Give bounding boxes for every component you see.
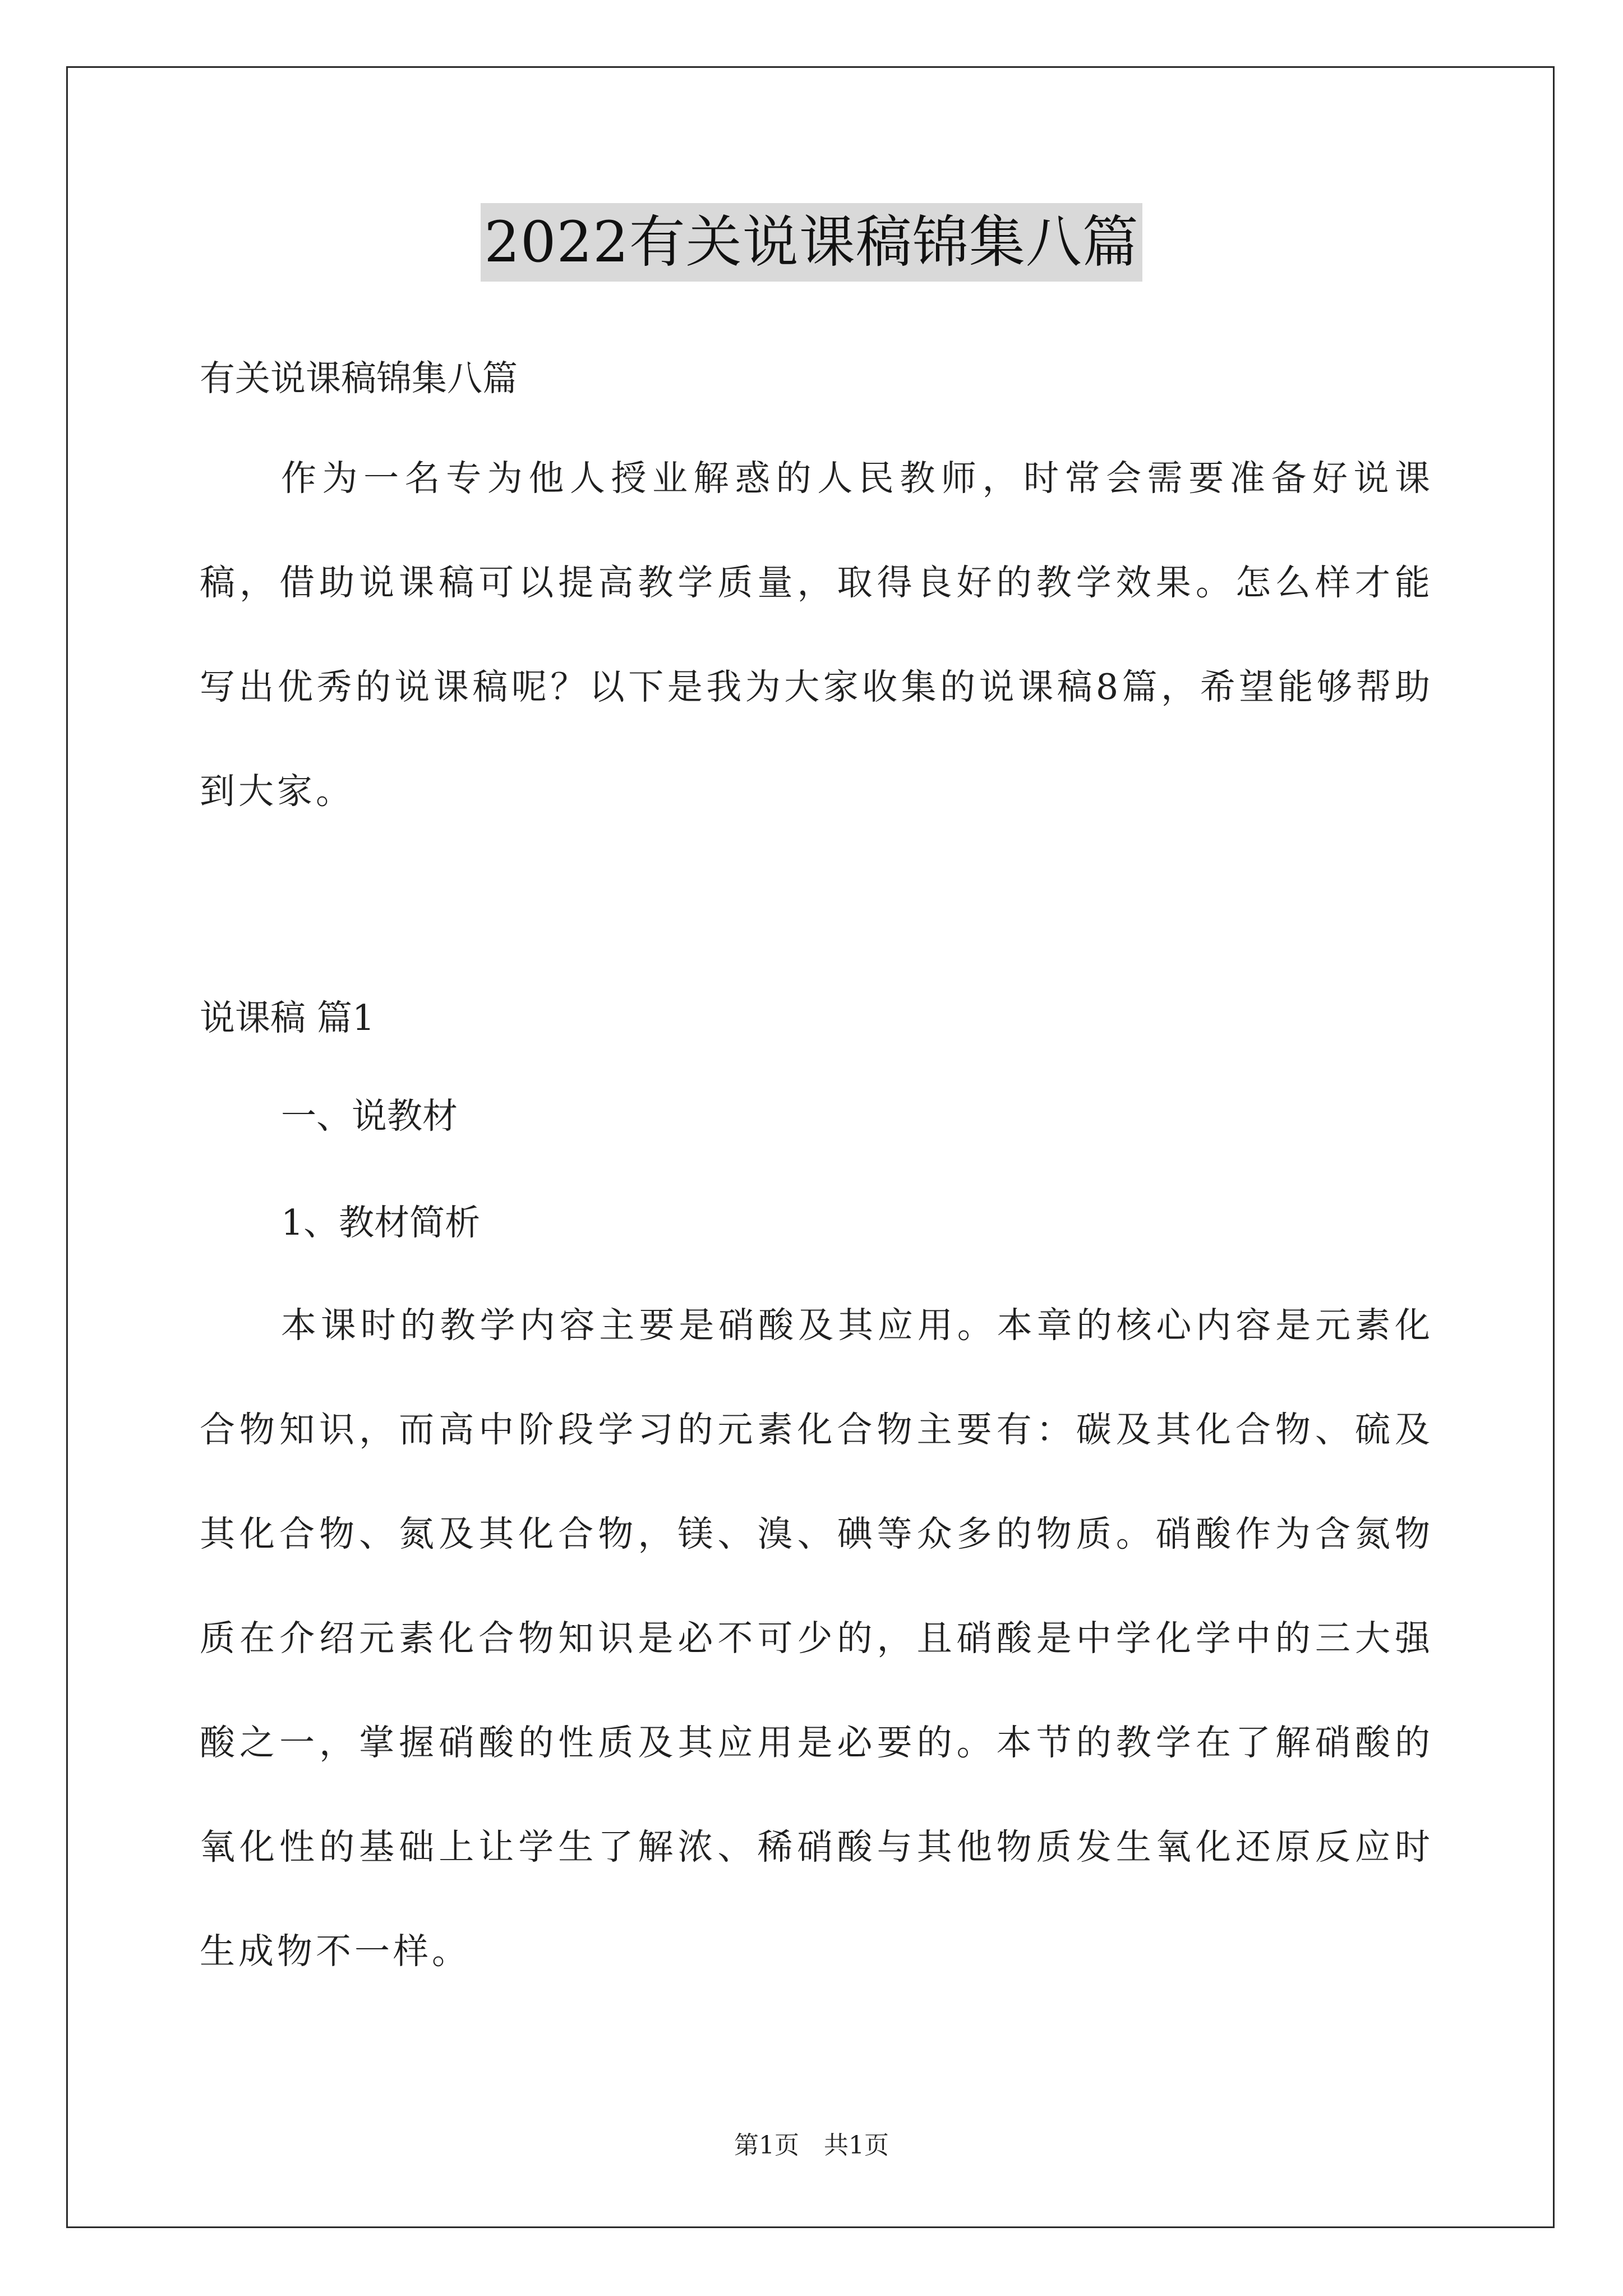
page-footer: 第1页 共1页 — [734, 2131, 889, 2160]
document-title: 2022有关说课稿锦集八篇 — [481, 203, 1142, 282]
intro-paragraph: 作为一名专为他人授业解惑的人民教师，时常会需要准备好说课稿，借助说课稿可以提高教学质量，取得良好的教学效果。怎么样才能写出优秀的说课稿呢？以下是我为大家收集的说课稿8篇，希望能够帮助到大家。 — [200, 458, 1433, 812]
part-heading: 一、说教材 — [281, 1096, 458, 1137]
document-subtitle: 有关说课稿锦集八篇 — [200, 358, 518, 399]
section-heading: 说课稿 篇1 — [200, 997, 375, 1038]
title-container — [0, 203, 1623, 282]
sub-heading: 1、教材简析 — [281, 1202, 481, 1243]
body-paragraph: 本课时的教学内容主要是硝酸及其应用。本章的核心内容是元素化合物知识，而高中阶段学习的元素化合物主要有：碳及其化合物、硫及其化合物、氮及其化合物，镁、溴、碘等众多的物质。硝酸作为含氮物质在介绍元素化合物知识是必不可少的，且硝酸是中学化学中的三大强酸之一，掌握硝酸的性质及其应用是必要的。本节的教学在了解硝酸的氧化性的基础上让学生了解浓、稀硝酸与其他物质发生氧化还原反应时生成物不一样。 — [200, 1305, 1433, 1972]
